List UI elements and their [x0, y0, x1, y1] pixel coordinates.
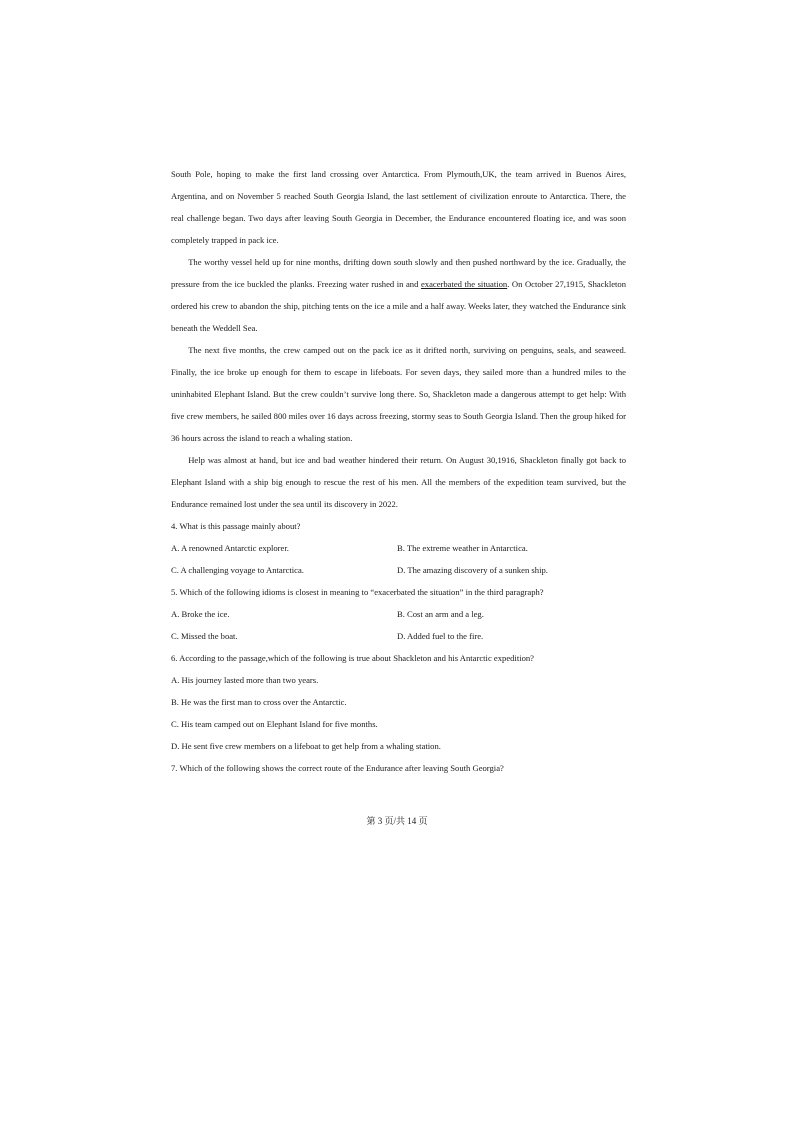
passage-paragraph-2-text-end: . On October 27,1915, Shackleton ordered his crew to abandon the ship, pitching tents on the ice a mile and a half away. Weeks later, they watched the Endurance sink beneath the Weddell Sea. — [171, 279, 626, 333]
question-4-options-row-1 — [171, 537, 626, 559]
question-5-option-b: B. Cost an arm and a leg. — [397, 609, 484, 619]
exam-page-content — [171, 163, 626, 779]
question-5-options-row-1 — [171, 603, 626, 625]
question-6-stem: 6. According to the passage,which of the following is true about Shackleton and his Antarctic expedition? — [171, 653, 534, 663]
question-5-option-a: A. Broke the ice. — [171, 609, 230, 619]
question-4-stem: 4. What is this passage mainly about? — [171, 521, 301, 531]
question-5-option-d: D. Added fuel to the fire. — [397, 631, 484, 641]
question-5-option-c: C. Missed the boat. — [171, 631, 238, 641]
question-6-option-c: C. His team camped out on Elephant Island for five months. — [171, 719, 378, 729]
question-5-options-row-2 — [171, 625, 626, 647]
passage-paragraph-2 — [171, 251, 626, 339]
page-number-footer: 第 3 页/共 14 页 — [366, 816, 428, 826]
question-5-stem: 5. Which of the following idioms is closest in meaning to “exacerbated the situation” in the third paragraph? — [171, 587, 544, 597]
question-6-option-d: D. He sent five crew members on a lifeboat to get help from a whaling station. — [171, 741, 441, 751]
underlined-phrase: exacerbated the situation — [420, 279, 508, 289]
question-4-option-d: D. The amazing discovery of a sunken ship. — [397, 565, 548, 575]
passage-paragraph-1: South Pole, hoping to make the first land crossing over Antarctica. From Plymouth,UK, the team arrived in Buenos Aires, Argentina, and on November 5 reached South Georgia Island, the last settlement of civilization enroute to Antarctica. There, the real challenge began. Two days after leaving South Georgia in December, the Endurance encountered floating ice, and was soon completely trapped in pack ice. — [171, 169, 626, 245]
question-4-option-c: C. A challenging voyage to Antarctica. — [171, 565, 304, 575]
question-4-option-b: B. The extreme weather in Antarctica. — [397, 543, 528, 553]
question-6-option-a: A. His journey lasted more than two years. — [171, 675, 319, 685]
question-6-option-b: B. He was the first man to cross over the Antarctic. — [171, 697, 347, 707]
passage-paragraph-3: The next five months, the crew camped out on the pack ice as it drifted north, surviving on penguins, seals, and seaweed. Finally, the ice broke up enough for them to escape in lifeboats. For seven days, they sailed more than a hundred miles to the uninhabited Elephant Island. But the crew couldn’t survive long there. So, Shackleton made a dangerous attempt to get help: With five crew members, he sailed 800 miles over 16 days across freezing, stormy seas to South Georgia Island. Then the group hiked for 36 hours across the island to reach a whaling station. — [171, 345, 626, 443]
passage-paragraph-2-text-start: The worthy vessel held up for nine months, drifting down south slowly and then pushed northward by the ice. Gradually, the pressure from the ice buckled the planks. Freezing water rushed in and — [171, 257, 626, 289]
passage-paragraph-4: Help was almost at hand, but ice and bad weather hindered their return. On August 30,1916, Shackleton finally got back to Elephant Island with a ship big enough to rescue the rest of his men. All the members of the expedition team survived, but the Endurance remained lost under the sea until its discovery in 2022. — [171, 455, 626, 509]
question-4-options-row-2 — [171, 559, 626, 581]
question-7-stem: 7. Which of the following shows the correct route of the Endurance after leaving South Georgia? — [171, 763, 504, 773]
question-4-option-a: A. A renowned Antarctic explorer. — [171, 543, 289, 553]
